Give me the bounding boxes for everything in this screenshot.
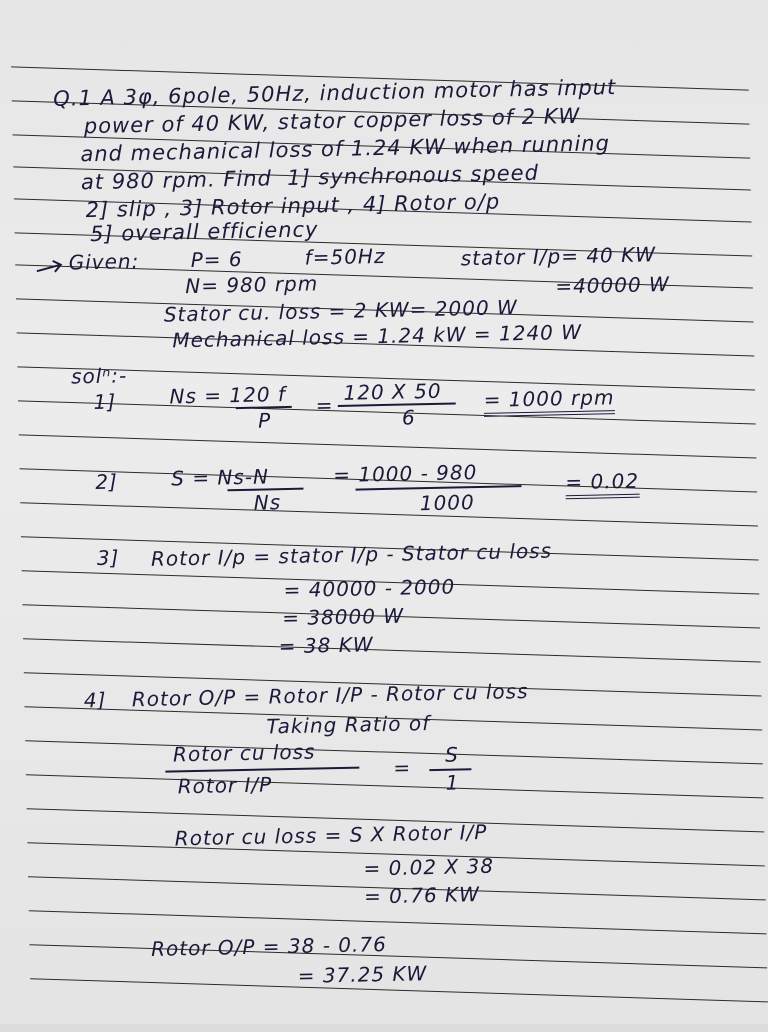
step-1-result	[483, 385, 614, 412]
step-4-number: 4]	[83, 687, 107, 713]
step-1-equals: =	[315, 393, 334, 418]
step-1-mid-numerator: 120 X 50	[343, 378, 442, 405]
question-line-3: and mechanical loss of 1.24 KW when running	[80, 131, 611, 167]
given-mechanical-loss: Mechanical loss = 1.24 kW = 1240 W	[172, 319, 583, 353]
given-label: Given:	[68, 249, 140, 275]
step-3-line-1: Rotor I/p = stator I/p - Stator cu loss	[150, 538, 553, 571]
step-3-line-3: = 38000 W	[281, 603, 405, 631]
step-4-rhs-denominator: 1	[445, 770, 460, 795]
given-frequency: f=50Hz	[304, 243, 386, 270]
step-2-mid-denominator: 1000	[419, 490, 475, 516]
step-1-result-value: = 1000 rpm	[483, 385, 614, 417]
step-4-line-1: Rotor O/P = Rotor I/P - Rotor cu loss	[131, 679, 529, 712]
question-line-5: 2] slip , 3] Rotor input , 4] Rotor o/p	[85, 189, 501, 223]
step-2-denominator: Ns	[253, 490, 282, 515]
step-4-fraction-numerator-text: Rotor cu loss	[172, 739, 316, 767]
step-2-result	[565, 469, 639, 495]
step-4-fraction-equals: =	[393, 755, 412, 780]
given-stator-cu-loss: Stator cu. loss = 2 KW= 2000 W	[163, 295, 519, 327]
step-2-lhs: S = Ns-N	[170, 464, 270, 491]
solution-label: solⁿ:-	[70, 363, 128, 389]
step-3-line-2: = 40000 - 2000	[283, 574, 456, 603]
ruled-line	[23, 638, 761, 662]
given-stator-input-watts: =40000 W	[555, 271, 671, 299]
step-3-line-4: = 38 KW	[278, 632, 374, 659]
arrow-icon	[35, 259, 65, 276]
step-4-line-3: Rotor cu loss = S X Rotor I/P	[174, 819, 488, 851]
step-4-line-4: = 0.02 X 38	[363, 853, 495, 881]
step-2-result-value: = 0.02	[565, 469, 639, 500]
question-line-6: 5] overall efficiency	[89, 217, 319, 247]
step-2-number: 2]	[95, 469, 119, 495]
step-4-line-6: Rotor O/P = 38 - 0.76	[150, 932, 388, 961]
step-1-denominator: P	[257, 408, 272, 433]
step-4-fraction-numerator	[173, 739, 316, 766]
question-line-2: power of 40 KW, stator copper loss of 2 KW	[83, 103, 581, 139]
given-stator-input: stator I/p= 40 KW	[460, 242, 657, 271]
ruled-line	[19, 434, 757, 458]
step-2-mid-numerator: = 1000 - 980	[332, 460, 478, 488]
question-line-4: at 980 rpm. Find 1] synchronous speed	[80, 160, 540, 195]
step-4-rhs-numerator: S	[444, 742, 460, 767]
step-4-fraction-denominator: Rotor I/P	[177, 772, 273, 799]
step-1-lhs: Ns = 120 f	[169, 382, 287, 409]
given-speed: N= 980 rpm	[184, 271, 319, 299]
step-4-line-5: = 0.76 KW	[363, 882, 481, 909]
step-3-number: 3]	[96, 545, 120, 571]
step-1-mid-denominator: 6	[401, 405, 417, 430]
question-line-1: Q.1 A 3φ, 6pole, 50Hz, induction motor has input	[53, 75, 617, 111]
ruled-line	[29, 910, 767, 934]
ruled-line	[20, 502, 758, 526]
given-poles: P= 6	[190, 246, 243, 272]
step-4-line-7: = 37.25 KW	[297, 961, 428, 988]
step-4-line-2: Taking Ratio of	[266, 711, 431, 739]
step-1-number: 1]	[93, 389, 117, 415]
